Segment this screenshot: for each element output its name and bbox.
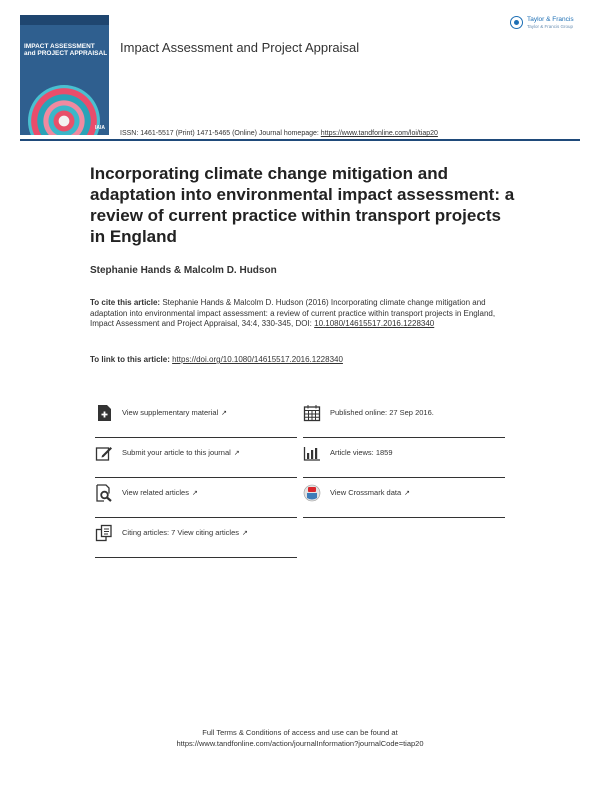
calendar-icon [303, 404, 321, 422]
external-link-icon: ↗ [221, 410, 228, 417]
publisher-logo-icon [510, 16, 523, 29]
related-action[interactable] [95, 478, 297, 518]
footer-line1: Full Terms & Conditions of access and use can be found at [202, 728, 398, 737]
footer-terms-link[interactable]: https://www.tandfonline.com/action/journalInformation?journalCode=tiap20 [176, 739, 424, 748]
cover-title-line2: and PROJECT APPRAISAL [24, 50, 108, 57]
publisher-logo[interactable] [510, 16, 585, 36]
issn-text: ISSN: 1461-5517 (Print) 1471-5465 (Online) Journal homepage: [120, 130, 321, 137]
external-link-icon: ↗ [242, 530, 248, 537]
citing-articles-icon [95, 524, 113, 542]
article-doi-link[interactable]: https://doi.org/10.1080/14615517.2016.1228340 [172, 355, 343, 364]
submit-label: Submit your article to this journal [122, 448, 231, 457]
crossmark-label: View Crossmark data [330, 488, 402, 497]
article-views [303, 438, 505, 478]
cover-title-line1: IMPACT ASSESSMENT [24, 43, 95, 50]
cover-art [28, 85, 100, 135]
citation-label: To cite this article: [90, 298, 163, 307]
views-label: Article views: 1859 [330, 448, 393, 457]
edit-icon [95, 444, 113, 462]
external-link-icon: ↗ [404, 490, 411, 497]
bar-chart-icon [303, 444, 321, 462]
header-rule [20, 139, 580, 141]
publisher-sub: Taylor & Francis Group [527, 24, 574, 29]
journal-cover [20, 15, 109, 135]
published-date [303, 398, 505, 438]
crossmark-action[interactable] [303, 478, 505, 518]
journal-homepage-link[interactable]: https://www.tandfonline.com/loi/tiap20 [320, 130, 438, 137]
external-link-icon: ↗ [233, 450, 240, 457]
published-label: Published online: 27 Sep 2016. [330, 408, 434, 417]
link-line [90, 355, 343, 364]
external-link-icon: ↗ [191, 490, 198, 497]
supplementary-action[interactable] [95, 398, 297, 438]
citation-doi-link[interactable]: 10.1080/14615517.2016.1228340 [314, 319, 435, 328]
article-title: Incorporating climate change mitigation and adaptation into environmental impact assessment: a review of current practice within transport projects in England [90, 164, 515, 246]
footer [0, 727, 600, 749]
issn-line [120, 130, 438, 137]
cover-top-band [20, 15, 109, 25]
citing-action[interactable] [95, 518, 297, 558]
citation-text: Stephanie Hands & Malcolm D. Hudson (2016) Incorporating climate change mitigation and adaptation into environmental impact assessment: a review of current practice within transport projects in England, Impact Assessment and Project Appraisal, 34:4, 330-345, DOI: [90, 298, 496, 328]
related-label: View related articles [122, 488, 189, 497]
cover-logo: IAIA [95, 125, 105, 131]
link-label: To link to this article: [90, 355, 173, 364]
citation-block [90, 298, 515, 330]
document-plus-icon [95, 404, 113, 422]
citing-label: Citing articles: 7 View citing articles [122, 528, 239, 537]
journal-title: Impact Assessment and Project Appraisal [120, 40, 360, 55]
crossmark-icon [303, 484, 321, 502]
submit-action[interactable] [95, 438, 297, 478]
search-document-icon [95, 484, 113, 502]
article-authors: Stephanie Hands & Malcolm D. Hudson [90, 265, 277, 276]
cover-title [24, 43, 108, 57]
supplementary-label: View supplementary material [122, 408, 219, 417]
publisher-name: Taylor & Francis [527, 16, 574, 23]
